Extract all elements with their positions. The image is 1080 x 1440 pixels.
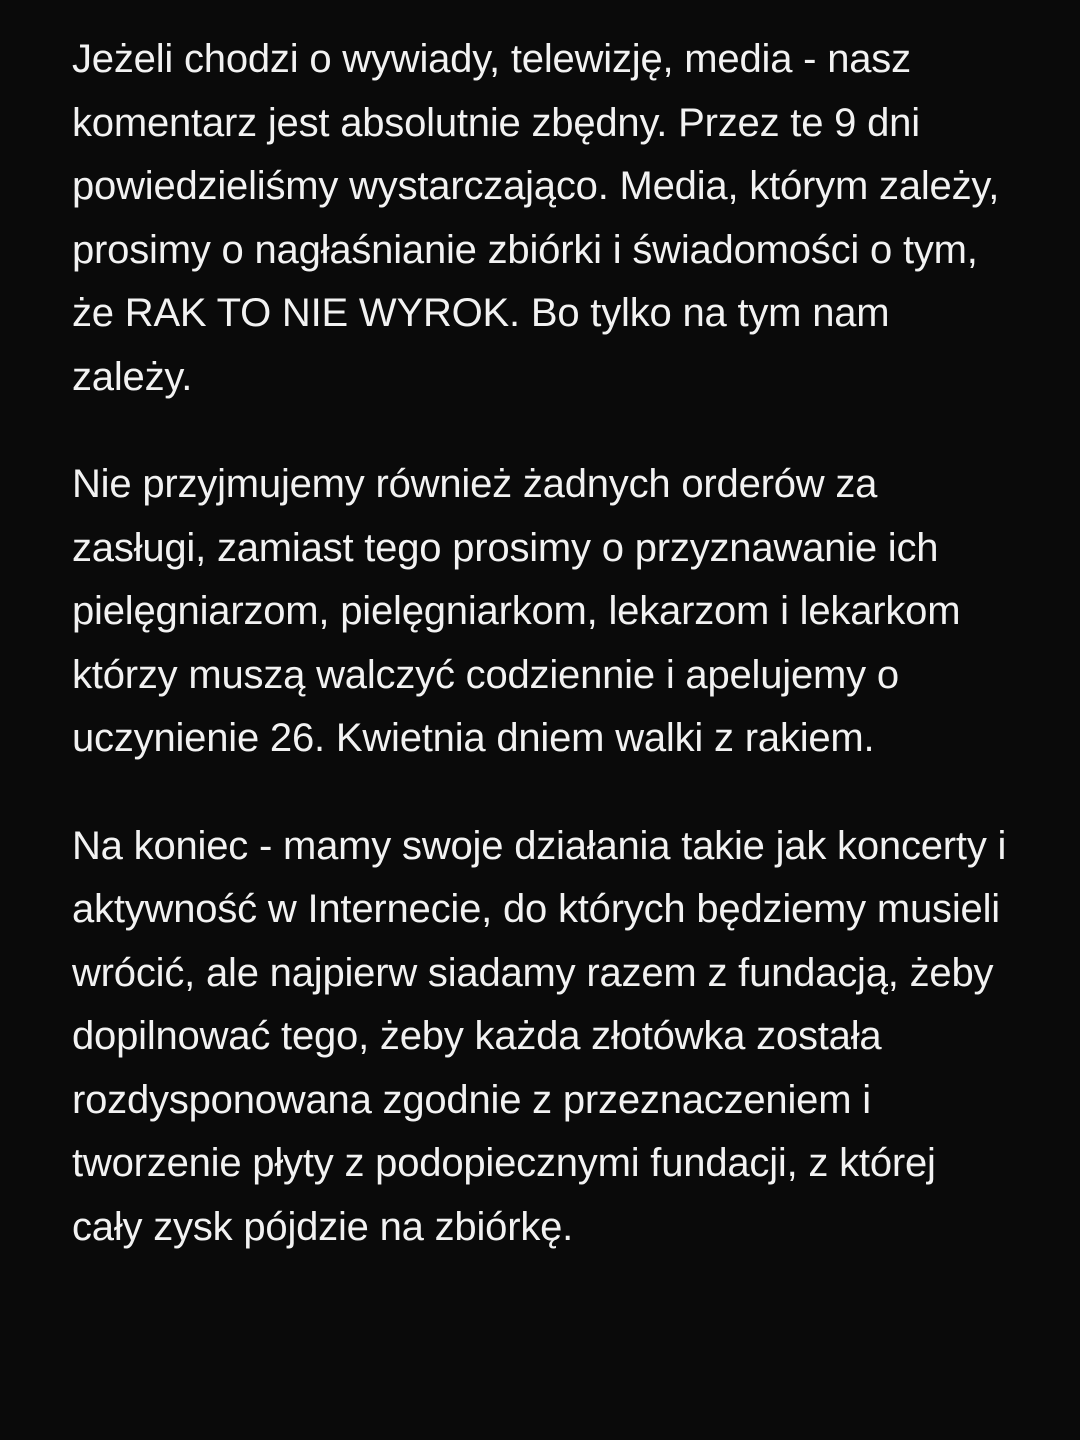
paragraph-dzialania: Na koniec - mamy swoje działania takie jak koncerty i aktywność w Internecie, do których będziemy musieli wrócić, ale najpierw siadamy razem z fundacją, żeby dopilnować tego, żeby każda złotówka została rozdysponowana zgodnie z przeznaczeniem i tworzenie płyty z podopiecznymi fundacji, z której cały zysk pójdzie na zbiórkę.	[72, 823, 1018, 1249]
paragraph-ordery: Nie przyjmujemy również żadnych orderów za zasługi, zamiast tego prosimy o przyznawanie ich pielęgniarzom, pielęgniarkom, lekarzom i lekarkom którzy muszą walczyć codziennie i apelujemy o uczynienie 26. Kwietnia dniem walki z rakiem.	[72, 462, 972, 760]
paragraph-media: Jeżeli chodzi o wywiady, telewizję, media - nasz komentarz jest absolutnie zbędny. Przez te 9 dni powiedzieliśmy wystarczająco. Media, którym zależy, prosimy o nagłaśnianie zbiórki i świadomości o tym, że RAK TO NIE WYROK. Bo tylko na tym nam zależy.	[72, 37, 1011, 399]
